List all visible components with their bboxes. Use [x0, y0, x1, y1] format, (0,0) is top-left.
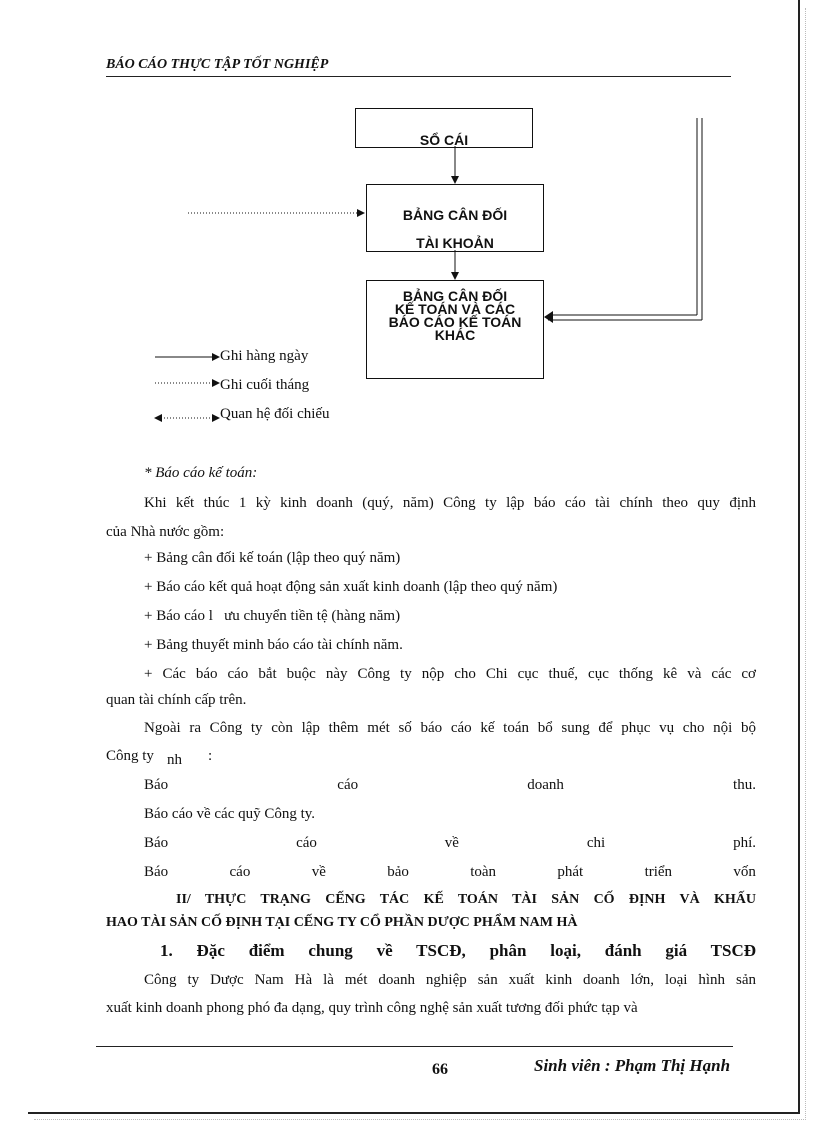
balance-sheet-line4: KHÁC [434, 327, 476, 343]
reports-heading: * Báo cáo kế toán: [144, 465, 258, 481]
report-line-3-word: cáo [296, 835, 317, 851]
para-3-line-1: Ngoài ra Công ty còn lập thêm mét số báo cáo kế toán bổ sung để phục vụ cho nội bộ [144, 720, 756, 736]
legend-reconcile-head-left [154, 414, 162, 422]
para-3-line-2c: : [208, 748, 213, 764]
student-name: Sinh viên : Phạm Thị Hạnh [534, 1056, 731, 1075]
legend-reconcile: Quan hệ đối chiếu [220, 406, 330, 422]
report-line-4 [144, 864, 756, 881]
report-line-4-word: Báo [144, 864, 169, 880]
trial-balance-line2: TÀI KHOẢN [416, 235, 494, 251]
balance-sheet-line2: KẾ TOÁN VÀ CÁC [394, 301, 516, 317]
report-line-3-word: Báo [144, 835, 169, 851]
report-line-2: Báo cáo về các quỹ Công ty. [144, 806, 316, 822]
list-item-4: + Bảng thuyết minh báo cáo tài chính năm. [144, 637, 403, 653]
report-line-1-word: thu. [733, 777, 756, 793]
report-line-4-word: vốn [733, 864, 756, 880]
report-line-1-word: cáo [337, 777, 359, 793]
para-2-line-1: + Các báo cáo bắt buộc này Công ty nộp cho Chi cục thuế, cục thống kê và các cơ [144, 666, 756, 682]
para-4-line-1: Công ty Dược Nam Hà là mét doanh nghiệp sản xuất kinh doanh lớn, loại hình sản [144, 972, 756, 988]
para-1-line-1: Khi kết thúc 1 kỳ kinh doanh (quý, năm) Công ty lập báo cáo tài chính theo quy định [144, 495, 756, 511]
double-arrow-head [544, 311, 553, 323]
page-number: 66 [432, 1061, 448, 1078]
report-line-1-word: doanh [527, 777, 564, 793]
legend-reconcile-head-right [212, 414, 220, 422]
so-cai-label: SỔ CÁI [419, 132, 469, 148]
diagram-connectors [0, 0, 816, 440]
report-line-4-word: về [311, 864, 326, 880]
report-line-4-word: phát [557, 864, 584, 880]
report-line-4-word: bảo [387, 864, 409, 880]
sub-heading: 1. Đặc điểm chung về TSCĐ, phân loại, đánh giá TSCĐ [160, 941, 756, 960]
para-1-line-2: của Nhà nước gồm: [106, 524, 225, 540]
report-line-3 [144, 835, 756, 852]
para-3-line-2a: Công ty [106, 748, 154, 764]
report-line-1-word: Báo [144, 777, 169, 793]
para-3-line-2b: nh [167, 752, 182, 768]
para-4-line-2: xuất kinh doanh phong phó đa dạng, quy trình công nghệ sản xuất tương đối phức tạp và [106, 1000, 638, 1016]
list-item-3: + Báo cáo l ưu chuyển tiền tệ (hàng năm) [144, 608, 401, 624]
report-line-4-word: triển [644, 864, 673, 880]
para-2-line-2: quan tài chính cấp trên. [106, 692, 247, 708]
legend-month-end: Ghi cuối tháng [220, 377, 310, 393]
report-line-3-word: phí. [733, 835, 756, 851]
section-heading-line-1: II/ THỰC TRẠNG CẾNG TÁC KẾ TOÁN TÀI SẢN CỐ ĐỊNH VÀ KHẤU [176, 892, 756, 907]
report-line-4-word: cáo [229, 864, 251, 880]
section-heading-line-2: HAO TÀI SẢN CỐ ĐỊNH TẠI CẾNG TY CỔ PHẦN DƯỢC PHẨM NAM HÀ [106, 915, 578, 930]
footer-rule [96, 1046, 733, 1047]
trial-balance-line1: BẢNG CÂN ĐỐI [402, 207, 508, 223]
report-line-4-word: toàn [470, 864, 497, 880]
balance-sheet-line3: BÁO CÁO KẾ TOÁN [388, 314, 522, 330]
report-line-3-word: chi [586, 835, 606, 851]
list-item-2: + Báo cáo kết quả hoạt động sản xuất kinh doanh (lập theo quý năm) [144, 579, 558, 595]
list-item-1: + Bảng cân đối kế toán (lập theo quý năm) [144, 550, 401, 566]
legend-daily: Ghi hàng ngày [220, 348, 309, 364]
balance-sheet-line1: BẢNG CÂN ĐỐI [402, 288, 508, 304]
report-line-1 [144, 777, 756, 794]
report-line-3-word: về [444, 835, 459, 851]
header-title: BÁO CÁO THỰC TẬP TỐT NGHIỆP [106, 57, 329, 72]
